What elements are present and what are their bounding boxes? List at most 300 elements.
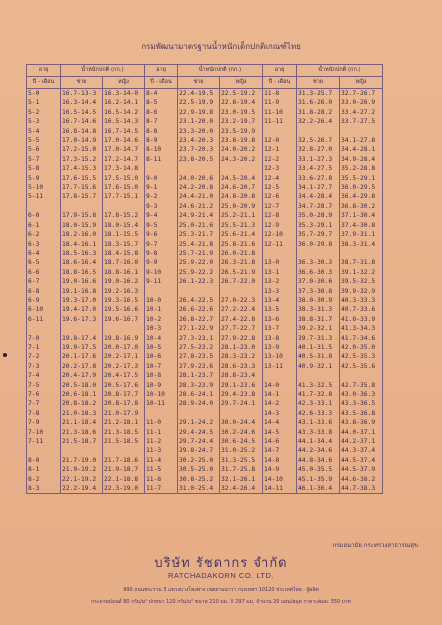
table-row bbox=[27, 409, 383, 418]
print-specification: กระดาษปอนด์ 80 กรัม/ม² ปกหนา 120 กรัม/ม² ขนาด 210 มม. X 297 มม. จำนวน 20 แผ่น/สมุด ราคาเล่มละ 350 บาท bbox=[91, 599, 351, 605]
table-row bbox=[27, 202, 383, 211]
table-cell: 43.1-33.6 bbox=[297, 418, 340, 427]
header-age-unit: ปี - เดือน bbox=[145, 77, 178, 89]
company-address: 990 ถนนพระราม 3 แขวงบางโพงพาง เขตยานนาวา กรุงเทพฯ 10120 ประเทศไทย - ผู้ผลิต bbox=[123, 587, 319, 593]
table-cell: 10-0 bbox=[145, 296, 178, 305]
table-cell: 6-8 bbox=[27, 287, 61, 296]
table-cell: 9-9 bbox=[145, 258, 178, 267]
table-cell: 11-8 bbox=[263, 89, 297, 99]
table-cell: 7-2 bbox=[27, 352, 61, 361]
table-cell: 19.8-16.9 bbox=[103, 334, 145, 343]
table-cell bbox=[103, 324, 145, 333]
table-cell: 17.4-15.3 bbox=[61, 164, 103, 173]
table-cell: 29.1-23.6 bbox=[220, 381, 263, 390]
table-cell: 39.5-32.5 bbox=[340, 277, 383, 286]
table-cell: 19.8-17.4 bbox=[61, 334, 103, 343]
table-cell: 9-8 bbox=[145, 249, 178, 258]
table-cell: 29.1-24.2 bbox=[178, 418, 220, 427]
table-cell bbox=[61, 202, 103, 211]
table-cell: 25.3-21.7 bbox=[178, 230, 220, 239]
table-cell: 11-2 bbox=[145, 437, 178, 446]
table-cell: 41.7-34.6 bbox=[340, 334, 383, 343]
table-cell: 37.3-30.8 bbox=[297, 287, 340, 296]
table-cell: 13-4 bbox=[263, 296, 297, 305]
table-cell: 21.2-18.1 bbox=[103, 418, 145, 427]
table-cell: 21.7-18.6 bbox=[103, 456, 145, 465]
company-name-english: RATCHADAKORN CO. LTD. bbox=[167, 571, 275, 580]
table-cell: 7-7 bbox=[27, 399, 61, 408]
table-cell: 18.0-15.4 bbox=[103, 221, 145, 230]
table-cell: 26.5-21.9 bbox=[220, 268, 263, 277]
table-cell: 38.7-31.8 bbox=[340, 258, 383, 267]
table-cell: 24.0-20.2 bbox=[220, 145, 263, 154]
table-cell: 7-10 bbox=[27, 428, 61, 437]
table-cell: 17.7-15.1 bbox=[103, 192, 145, 201]
table-cell: 11-6 bbox=[145, 475, 178, 484]
table-cell: 11-3 bbox=[145, 446, 178, 455]
table-cell: 16.7-13-3 bbox=[61, 89, 103, 99]
table-cell: 37.1-30.4 bbox=[340, 211, 383, 220]
table-cell bbox=[27, 202, 61, 211]
table-cell: 23.7-20.3 bbox=[178, 145, 220, 154]
table-cell bbox=[103, 202, 145, 211]
table-cell: 44.0-37.1 bbox=[340, 428, 383, 437]
table-cell bbox=[27, 446, 61, 455]
table-cell: 9-10 bbox=[145, 268, 178, 277]
table-cell: 34.7-28.7 bbox=[297, 202, 340, 211]
table-row bbox=[27, 240, 383, 249]
table-cell: 36.4-29.8 bbox=[340, 192, 383, 201]
table-cell: 9-3 bbox=[145, 202, 178, 211]
table-cell: 44.8-34.6 bbox=[297, 456, 340, 465]
table-cell: 37.0-30.6 bbox=[297, 277, 340, 286]
table-cell: 10-3 bbox=[145, 324, 178, 333]
table-cell: 17.3-14.8 bbox=[103, 164, 145, 173]
table-cell: 13-6 bbox=[263, 315, 297, 324]
table-cell: 20.8-17.7 bbox=[103, 390, 145, 399]
table-cell bbox=[263, 249, 297, 258]
table-cell: 8-3 bbox=[27, 484, 61, 494]
table-cell: 5-1 bbox=[27, 98, 61, 107]
table-cell: 12-3 bbox=[263, 164, 297, 173]
table-cell: 25.7-21.9 bbox=[178, 249, 220, 258]
table-cell: 14-8 bbox=[263, 456, 297, 465]
table-cell: 43.3-36.5 bbox=[340, 399, 383, 408]
table-cell: 22.4-19.5 bbox=[178, 89, 220, 99]
table-cell: 25.8-21.6 bbox=[220, 240, 263, 249]
table-cell: 13-7 bbox=[263, 324, 297, 333]
table-cell: 17.8-15.7 bbox=[61, 192, 103, 201]
table-cell: 7-0 bbox=[27, 334, 61, 343]
table-cell: 39.7-31.3 bbox=[297, 334, 340, 343]
header-age-unit: ปี - เดือน bbox=[263, 77, 297, 89]
table-cell: 12-2 bbox=[263, 155, 297, 164]
table-row bbox=[27, 418, 383, 427]
table-cell: 42.5-35.3 bbox=[340, 352, 383, 361]
table-cell: 29.8-24.7 bbox=[178, 446, 220, 455]
table-cell: 45.0-35.5 bbox=[297, 465, 340, 474]
table-cell: 24.4-21.0 bbox=[178, 192, 220, 201]
table-cell: 24.6-21.2 bbox=[178, 202, 220, 211]
table-cell bbox=[145, 409, 178, 418]
table-cell: 9-0 bbox=[145, 174, 178, 183]
table-cell: 8-2 bbox=[27, 475, 61, 484]
table-cell: 33.1-27.3 bbox=[297, 155, 340, 164]
table-row bbox=[27, 428, 383, 437]
table-cell bbox=[27, 324, 61, 333]
table-cell: 25.0-20.9 bbox=[220, 202, 263, 211]
table-cell: 14-3 bbox=[263, 409, 297, 418]
table-cell: 28.3-23.9 bbox=[178, 381, 220, 390]
table-cell: 41.3-32.5 bbox=[297, 381, 340, 390]
table-cell: 7-4 bbox=[27, 371, 61, 380]
table-cell: 19.0-16.2 bbox=[103, 277, 145, 286]
table-row bbox=[27, 192, 383, 201]
table-cell: 11-9 bbox=[263, 98, 297, 107]
table-cell: 8-7 bbox=[145, 117, 178, 126]
header-age: อายุ bbox=[263, 65, 297, 77]
table-cell: 6-9 bbox=[27, 296, 61, 305]
table-cell: 21.9-18.7 bbox=[103, 465, 145, 474]
table-cell: 20.4-17.9 bbox=[61, 371, 103, 380]
table-cell bbox=[340, 249, 383, 258]
table-cell: 16.3-14.4 bbox=[61, 98, 103, 107]
table-cell: 26.1-22.3 bbox=[178, 277, 220, 286]
table-cell: 8-1 bbox=[27, 465, 61, 474]
table-row bbox=[27, 117, 383, 126]
table-cell: 14-5 bbox=[263, 428, 297, 437]
table-cell: 38.8-31.7 bbox=[297, 315, 340, 324]
table-cell: 23.0-19.5 bbox=[220, 108, 263, 117]
table-cell bbox=[103, 446, 145, 455]
table-cell: 6-5 bbox=[27, 258, 61, 267]
table-cell: 28.9-24.0 bbox=[178, 399, 220, 408]
table-row bbox=[27, 230, 383, 239]
table-cell: 26.0-21.8 bbox=[220, 249, 263, 258]
table-cell: 18.3-15.7 bbox=[103, 240, 145, 249]
table-cell: 39.9-32.9 bbox=[340, 287, 383, 296]
table-cell: 24.8-20.8 bbox=[220, 192, 263, 201]
table-cell bbox=[145, 164, 178, 173]
table-cell: 11-0 bbox=[145, 418, 178, 427]
table-cell: 6-11 bbox=[27, 315, 61, 324]
table-cell: 42.3-33.1 bbox=[297, 399, 340, 408]
table-cell: 21.5-18.7 bbox=[61, 437, 103, 446]
table-cell: 20.5-18.0 bbox=[61, 381, 103, 390]
table-row bbox=[27, 164, 383, 173]
table-cell: 14-6 bbox=[263, 437, 297, 446]
table-row bbox=[27, 334, 383, 343]
table-row bbox=[27, 305, 383, 314]
table-cell: 29.4-23.8 bbox=[220, 390, 263, 399]
table-cell: 17.2-14.7 bbox=[103, 155, 145, 164]
table-row bbox=[27, 484, 383, 494]
table-cell: 21.7-19.0 bbox=[61, 456, 103, 465]
table-cell: 33.7-27.5 bbox=[340, 117, 383, 126]
table-cell: 16.5-14.3 bbox=[103, 117, 145, 126]
table-cell: 32.8-27.0 bbox=[297, 145, 340, 154]
table-cell: 27.3-23.1 bbox=[178, 334, 220, 343]
table-cell bbox=[178, 409, 220, 418]
table-cell: 27.0-22.3 bbox=[220, 296, 263, 305]
header-age-unit: ปี - เดือน bbox=[27, 77, 61, 89]
table-cell: 19.4-17.0 bbox=[61, 305, 103, 314]
table-cell: 29.4-24.5 bbox=[178, 428, 220, 437]
table-cell: 35.3-29.1 bbox=[297, 221, 340, 230]
table-cell: 28.3-23.2 bbox=[220, 352, 263, 361]
table-cell: 11-5 bbox=[145, 465, 178, 474]
table-row bbox=[27, 268, 383, 277]
table-cell bbox=[263, 371, 297, 380]
table-cell: 19.5-16.6 bbox=[103, 305, 145, 314]
table-cell: 32.2-26.4 bbox=[297, 117, 340, 126]
table-cell bbox=[340, 371, 383, 380]
table-cell: 33.4-27.2 bbox=[340, 108, 383, 117]
table-cell: 20.8-18.2 bbox=[61, 399, 103, 408]
table-cell: 41.7-32.8 bbox=[297, 390, 340, 399]
header-weight-range: น้ำหนักปกติ (กก.) bbox=[178, 65, 263, 77]
table-cell: 22.9-19.8 bbox=[178, 108, 220, 117]
table-cell bbox=[220, 287, 263, 296]
table-cell: 7-3 bbox=[27, 362, 61, 371]
header-age: อายุ bbox=[27, 65, 61, 77]
table-cell: 33.4-27.5 bbox=[297, 164, 340, 173]
table-row bbox=[27, 390, 383, 399]
table-cell: 5-11 bbox=[27, 192, 61, 201]
table-cell: 21.3-18.5 bbox=[103, 428, 145, 437]
header-weight-range: น้ำหนักปกติ (กก.) bbox=[61, 65, 145, 77]
table-cell: 17.5-15.0 bbox=[103, 174, 145, 183]
table-row bbox=[27, 446, 383, 455]
table-cell: 9-2 bbox=[145, 192, 178, 201]
table-cell: 10-11 bbox=[145, 399, 178, 408]
table-cell: 18.0-15.9 bbox=[61, 221, 103, 230]
table-cell: 8-9 bbox=[145, 136, 178, 145]
table-cell bbox=[220, 164, 263, 173]
table-cell: 14-2 bbox=[263, 399, 297, 408]
table-cell: 23.8-20.5 bbox=[178, 155, 220, 164]
table-cell: 40.1-31.5 bbox=[297, 343, 340, 352]
table-cell: 27.5-23.2 bbox=[178, 343, 220, 352]
table-cell: 7-8 bbox=[27, 409, 61, 418]
table-cell: 18.8-16.5 bbox=[61, 268, 103, 277]
table-cell: 25.4-21.8 bbox=[178, 240, 220, 249]
table-cell: 20.0-17.0 bbox=[103, 343, 145, 352]
table-cell: 13-10 bbox=[263, 352, 297, 361]
table-cell: 5-5 bbox=[27, 136, 61, 145]
table-cell bbox=[178, 287, 220, 296]
table-cell: 11-4 bbox=[145, 456, 178, 465]
table-cell: 41.3-34.3 bbox=[340, 324, 383, 333]
table-row bbox=[27, 324, 383, 333]
ministry-credit: กรมอนามัย กระทรวงสาธารณสุข bbox=[332, 542, 418, 549]
table-cell: 27.9-23.6 bbox=[178, 362, 220, 371]
weight-table-body bbox=[27, 89, 383, 494]
table-cell: 19.9-17.5 bbox=[61, 343, 103, 352]
table-cell: 44.5-37.4 bbox=[340, 456, 383, 465]
table-cell: 31.0-25.4 bbox=[178, 484, 220, 494]
binding-hole-mark bbox=[3, 353, 7, 357]
table-cell: 6-1 bbox=[27, 221, 61, 230]
table-cell: 23.1-20.0 bbox=[178, 117, 220, 126]
table-cell: 7-5 bbox=[27, 381, 61, 390]
table-cell: 24.9-21.4 bbox=[178, 211, 220, 220]
table-cell: 34.9-28.4 bbox=[340, 155, 383, 164]
table-cell bbox=[297, 371, 340, 380]
table-cell: 20.8-17.8 bbox=[103, 399, 145, 408]
table-cell: 43.5-36.8 bbox=[340, 409, 383, 418]
table-cell: 25.9-22.2 bbox=[178, 268, 220, 277]
table-row bbox=[27, 89, 383, 99]
table-cell: 17.6-15.5 bbox=[61, 174, 103, 183]
table-cell: 31.3-25.5 bbox=[220, 456, 263, 465]
table-cell: 12-9 bbox=[263, 221, 297, 230]
table-cell: 23.4-20.3 bbox=[178, 136, 220, 145]
table-cell: 24.0-20.6 bbox=[178, 174, 220, 183]
table-cell: 7-6 bbox=[27, 390, 61, 399]
table-cell: 22.1-19.2 bbox=[61, 475, 103, 484]
table-cell: 5-10 bbox=[27, 183, 61, 192]
table-cell: 14-11 bbox=[263, 484, 297, 494]
table-cell: 17.2-15.0 bbox=[61, 145, 103, 154]
table-cell: 14-9 bbox=[263, 465, 297, 474]
table-cell: 12-6 bbox=[263, 192, 297, 201]
table-cell: 20.5-17.6 bbox=[103, 381, 145, 390]
table-cell bbox=[297, 127, 340, 136]
table-cell: 7-11 bbox=[27, 437, 61, 446]
table-cell: 21.9-19.2 bbox=[61, 465, 103, 474]
table-cell: 16.5-14.2 bbox=[103, 108, 145, 117]
table-row bbox=[27, 343, 383, 352]
table-cell: 18.6-16.4 bbox=[61, 258, 103, 267]
table-cell: 9-11 bbox=[145, 277, 178, 286]
table-cell: 10-10 bbox=[145, 390, 178, 399]
table-cell: 19.1-16.8 bbox=[61, 287, 103, 296]
table-cell: 12-0 bbox=[263, 136, 297, 145]
table-cell: 12-10 bbox=[263, 230, 297, 239]
table-cell: 18.8-16.1 bbox=[103, 268, 145, 277]
table-cell: 38.3-31.4 bbox=[340, 240, 383, 249]
table-row bbox=[27, 296, 383, 305]
table-cell: 36.3-30.3 bbox=[297, 258, 340, 267]
table-cell: 13-3 bbox=[263, 287, 297, 296]
table-cell: 30.8-25.2 bbox=[178, 475, 220, 484]
table-cell: 30.6-24.5 bbox=[220, 437, 263, 446]
table-cell: 14-4 bbox=[263, 418, 297, 427]
table-cell: 19.6-17.3 bbox=[61, 315, 103, 324]
table-row bbox=[27, 136, 383, 145]
table-cell: 24.2-20.8 bbox=[178, 183, 220, 192]
table-cell: 44.2-37.1 bbox=[340, 437, 383, 446]
table-cell: 43.8-36.9 bbox=[340, 418, 383, 427]
table-cell: 27.8-23.5 bbox=[178, 352, 220, 361]
header-female: หญิง bbox=[103, 77, 145, 89]
table-cell: 21.0-17.9 bbox=[103, 409, 145, 418]
table-cell: 20.1-17.6 bbox=[61, 352, 103, 361]
table-cell: 22.5-19.9 bbox=[178, 98, 220, 107]
table-cell: 14-10 bbox=[263, 475, 297, 484]
table-cell: 18.5-16.3 bbox=[61, 249, 103, 258]
table-cell: 37.9-31.1 bbox=[340, 230, 383, 239]
table-cell: 40.7-33.6 bbox=[340, 305, 383, 314]
table-cell: 44.3-37.4 bbox=[340, 446, 383, 455]
table-cell: 42.7-35.8 bbox=[340, 381, 383, 390]
table-cell: 30.2-24.6 bbox=[220, 428, 263, 437]
table-cell: 35.2-28.8 bbox=[340, 164, 383, 173]
table-cell: 19.0-16.6 bbox=[61, 277, 103, 286]
table-cell: 37.4-30.8 bbox=[340, 221, 383, 230]
table-cell: 17.0-14.9 bbox=[61, 136, 103, 145]
table-cell: 19.6-16.7 bbox=[103, 315, 145, 324]
table-row bbox=[27, 221, 383, 230]
table-cell: 19.3-16.5 bbox=[103, 296, 145, 305]
table-cell: 19.2-16.3 bbox=[103, 287, 145, 296]
table-cell: 39.1-32.2 bbox=[340, 268, 383, 277]
table-cell: 46.1-36.4 bbox=[297, 484, 340, 494]
table-cell: 17.3-15.2 bbox=[61, 155, 103, 164]
table-cell: 31.3-25.7 bbox=[297, 89, 340, 99]
table-row bbox=[27, 145, 383, 154]
table-cell: 10-9 bbox=[145, 381, 178, 390]
table-cell: 9-4 bbox=[145, 211, 178, 220]
table-row bbox=[27, 98, 383, 107]
table-cell: 25.0-21.6 bbox=[178, 221, 220, 230]
table-cell: 23.2-19.7 bbox=[220, 117, 263, 126]
table-row bbox=[27, 249, 383, 258]
table-cell: 44.6-38.2 bbox=[340, 475, 383, 484]
table-cell: 12-7 bbox=[263, 202, 297, 211]
table-cell: 21.3-18.6 bbox=[61, 428, 103, 437]
table-cell: 13-0 bbox=[263, 258, 297, 267]
table-cell: 32.5-26.7 bbox=[297, 136, 340, 145]
table-cell: 20.2-17.1 bbox=[103, 352, 145, 361]
table-cell: 30.0-24.4 bbox=[220, 418, 263, 427]
table-cell: 13-1 bbox=[263, 268, 297, 277]
table-cell: 6-7 bbox=[27, 277, 61, 286]
table-cell: 42.5-35.6 bbox=[340, 362, 383, 371]
table-cell: 31.7-25.8 bbox=[220, 465, 263, 474]
table-cell: 11-7 bbox=[145, 484, 178, 494]
table-cell: 16.5-14.5 bbox=[61, 108, 103, 117]
table-cell bbox=[61, 446, 103, 455]
table-cell: 36.6-30.3 bbox=[297, 268, 340, 277]
table-cell: 31.8-28.2 bbox=[297, 108, 340, 117]
table-cell: 31.6-26.0 bbox=[297, 98, 340, 107]
header-female: หญิง bbox=[220, 77, 263, 89]
table-cell: 22.8-19.4 bbox=[220, 98, 263, 107]
table-cell: 27.2-22.4 bbox=[220, 305, 263, 314]
table-cell: 11-1 bbox=[145, 428, 178, 437]
table-cell bbox=[61, 324, 103, 333]
table-cell: 27.7-22.7 bbox=[220, 324, 263, 333]
table-cell: 14-7 bbox=[263, 446, 297, 455]
table-cell: 10-2 bbox=[145, 315, 178, 324]
table-cell: 23.8-19.8 bbox=[220, 136, 263, 145]
table-row bbox=[27, 465, 383, 474]
table-cell: 36.0-29.5 bbox=[340, 183, 383, 192]
table-row bbox=[27, 258, 383, 267]
table-cell: 10-4 bbox=[145, 334, 178, 343]
table-cell: 32.7-26.7 bbox=[340, 89, 383, 99]
header-male: ชาย bbox=[297, 77, 340, 89]
table-cell: 24.5-20.4 bbox=[220, 174, 263, 183]
table-cell: 12-5 bbox=[263, 183, 297, 192]
company-name-thai: บริษัท รัชดากร จำกัด bbox=[154, 556, 288, 571]
table-cell: 31.0-25.2 bbox=[220, 446, 263, 455]
table-cell: 17.6-15.0 bbox=[103, 183, 145, 192]
table-row bbox=[27, 362, 383, 371]
table-cell: 22.2-19.4 bbox=[61, 484, 103, 494]
